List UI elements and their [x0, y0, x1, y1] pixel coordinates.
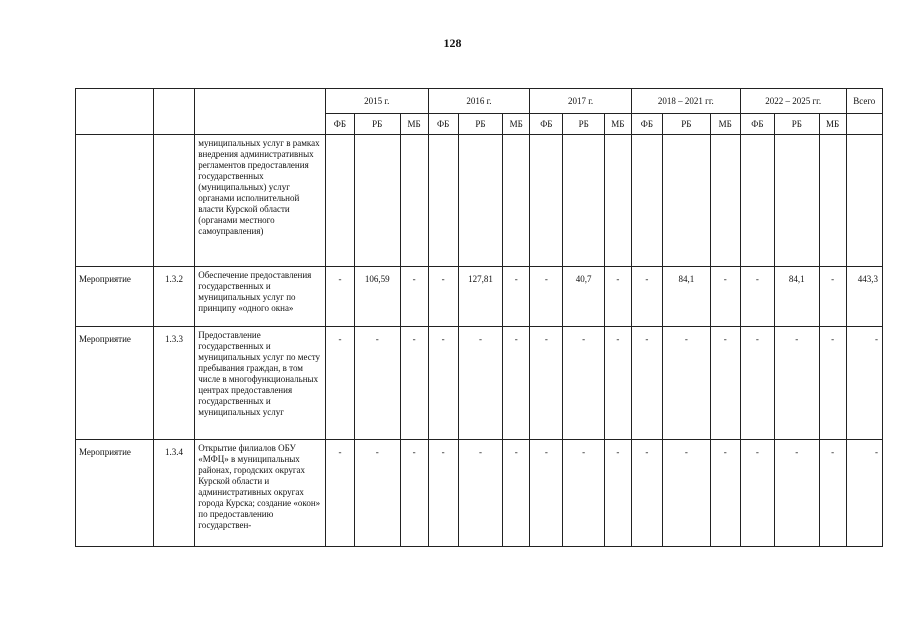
budget-value-cell: - — [530, 327, 563, 440]
budget-value-cell: - — [819, 267, 846, 327]
budget-value-cell: - — [354, 327, 400, 440]
total-value-cell: 443,3 — [846, 267, 882, 327]
activity-code-cell: 1.3.3 — [153, 327, 194, 440]
budget-value-cell: - — [563, 327, 604, 440]
header-fund: РБ — [458, 114, 503, 135]
budget-value-cell: - — [631, 327, 662, 440]
activity-code-cell: 1.3.4 — [153, 440, 194, 547]
table-row — [76, 327, 883, 440]
budget-value-cell — [563, 135, 604, 267]
header-fund: ФБ — [530, 114, 563, 135]
budget-value-cell — [530, 135, 563, 267]
activity-code-cell: 1.3.2 — [153, 267, 194, 327]
budget-value-cell: - — [604, 440, 631, 547]
table-row — [76, 135, 883, 267]
budget-value-cell: - — [819, 327, 846, 440]
budget-value-cell: - — [428, 327, 458, 440]
header-fund: МБ — [400, 114, 428, 135]
budget-value-cell: - — [563, 440, 604, 547]
header-fund: РБ — [662, 114, 710, 135]
header-year: 2017 г. — [530, 89, 632, 114]
budget-value-cell: - — [710, 267, 740, 327]
header-blank-desc — [195, 89, 326, 135]
budget-value-cell: - — [530, 267, 563, 327]
budget-value-cell: 106,59 — [354, 267, 400, 327]
header-fund: ФБ — [325, 114, 354, 135]
total-value-cell — [846, 135, 882, 267]
activity-description-cell: Предоставление государственных и муниципальных услуг по месту пребывания граждан, в том числе в многофункциональных центрах предоставления государственных и муниципальных услуг — [195, 327, 326, 440]
budget-value-cell: - — [740, 440, 774, 547]
budget-value-cell: - — [458, 440, 503, 547]
header-year: 2022 – 2025 гг. — [740, 89, 846, 114]
budget-value-cell: - — [400, 267, 428, 327]
total-value-cell: - — [846, 440, 882, 547]
budget-value-cell — [458, 135, 503, 267]
header-fund: РБ — [774, 114, 819, 135]
budget-value-cell — [662, 135, 710, 267]
activity-description-cell: Обеспечение предоставления государственных и муниципальных услуг по принципу «одного окна» — [195, 267, 326, 327]
budget-value-cell: - — [604, 267, 631, 327]
budget-value-cell — [819, 135, 846, 267]
budget-value-cell: - — [503, 327, 530, 440]
header-fund: РБ — [354, 114, 400, 135]
budget-value-cell: - — [631, 267, 662, 327]
table-row — [76, 267, 883, 327]
budget-value-cell: 40,7 — [563, 267, 604, 327]
table-body — [76, 135, 883, 547]
budget-value-cell — [774, 135, 819, 267]
budget-value-cell: - — [325, 327, 354, 440]
budget-value-cell: - — [819, 440, 846, 547]
activity-type-cell — [76, 135, 154, 267]
activity-description-cell: муниципальных услуг в рамках внедрения административных регламентов предоставления государственных (муниципальных) услуг органами исполнительной власти Курской области (органами местного самоуправления) — [195, 135, 326, 267]
header-fund: ФБ — [428, 114, 458, 135]
activity-description-cell: Открытие филиалов ОБУ «МФЦ» в муниципальных районах, городских округах Курской области и административных округах города Курска; создание «окон» по предоставлению государствен- — [195, 440, 326, 547]
budget-value-cell — [604, 135, 631, 267]
budget-value-cell: - — [740, 327, 774, 440]
header-total: Всего — [846, 89, 882, 114]
header-fund: МБ — [710, 114, 740, 135]
budget-value-cell: - — [458, 327, 503, 440]
budget-value-cell — [354, 135, 400, 267]
budget-value-cell — [710, 135, 740, 267]
budget-value-cell — [503, 135, 530, 267]
header-fund: МБ — [604, 114, 631, 135]
budget-value-cell — [428, 135, 458, 267]
total-value-cell: - — [846, 327, 882, 440]
activity-type-cell: Мероприятие — [76, 327, 154, 440]
budget-value-cell: - — [428, 267, 458, 327]
activity-type-cell: Мероприятие — [76, 440, 154, 547]
budget-value-cell: - — [400, 327, 428, 440]
budget-value-cell — [740, 135, 774, 267]
activity-code-cell — [153, 135, 194, 267]
budget-value-cell — [631, 135, 662, 267]
header-blank-total — [846, 114, 882, 135]
header-year: 2018 – 2021 гг. — [631, 89, 740, 114]
budget-value-cell: - — [662, 327, 710, 440]
budget-value-cell: - — [400, 440, 428, 547]
budget-value-cell: - — [774, 440, 819, 547]
budget-value-cell: 84,1 — [774, 267, 819, 327]
header-year: 2016 г. — [428, 89, 530, 114]
header-fund: РБ — [563, 114, 604, 135]
activity-type-cell: Мероприятие — [76, 267, 154, 327]
budget-value-cell: - — [354, 440, 400, 547]
header-fund: ФБ — [631, 114, 662, 135]
budget-value-cell: 84,1 — [662, 267, 710, 327]
budget-value-cell: - — [710, 327, 740, 440]
header-fund: МБ — [819, 114, 846, 135]
budget-value-cell: - — [710, 440, 740, 547]
budget-value-cell: - — [774, 327, 819, 440]
header-year-row — [76, 89, 883, 114]
budget-value-cell: - — [325, 440, 354, 547]
budget-value-cell: 127,81 — [458, 267, 503, 327]
budget-value-cell — [325, 135, 354, 267]
header-fund: МБ — [503, 114, 530, 135]
budget-value-cell — [400, 135, 428, 267]
header-year: 2015 г. — [325, 89, 428, 114]
header-blank-code — [153, 89, 194, 135]
budget-value-cell: - — [428, 440, 458, 547]
budget-value-cell: - — [604, 327, 631, 440]
budget-value-cell: - — [662, 440, 710, 547]
page-number: 128 — [443, 36, 462, 50]
header-blank-type — [76, 89, 154, 135]
budget-value-cell: - — [503, 267, 530, 327]
header-fund: ФБ — [740, 114, 774, 135]
table-row — [76, 440, 883, 547]
budget-value-cell: - — [530, 440, 563, 547]
budget-value-cell: - — [740, 267, 774, 327]
budget-table — [75, 88, 883, 547]
budget-value-cell: - — [631, 440, 662, 547]
budget-value-cell: - — [503, 440, 530, 547]
budget-value-cell: - — [325, 267, 354, 327]
